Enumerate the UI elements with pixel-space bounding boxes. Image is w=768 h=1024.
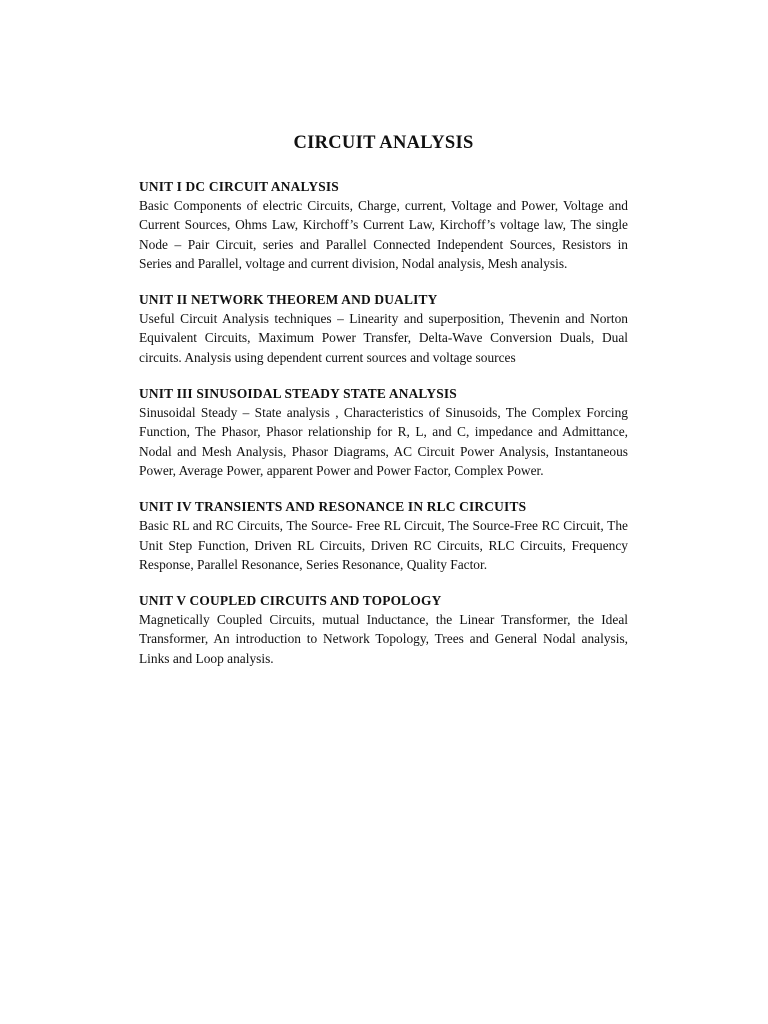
unit-heading: UNIT III SINUSOIDAL STEADY STATE ANALYSIS bbox=[139, 386, 457, 402]
unit-body: Useful Circuit Analysis techniques – Linearity and superposition, Thevenin and Norton Equivalent Circuits, Maximum Power Transfer, Delta-Wave Conversion Duals, Dual circuits. Analysis using dependent current sources and voltage sources bbox=[139, 311, 628, 365]
unit-body: Basic Components of electric Circuits, Charge, current, Voltage and Power, Voltage and Current Sources, Ohms Law, Kirchoff’s Current Law, Kirchoff’s voltage law, The single Node – Pair Circuit, series and Parallel Connected Independent Sources, Resistors in Series and Parallel, voltage and current division, Nodal analysis, Mesh analysis. bbox=[139, 198, 628, 271]
unit-section-1 bbox=[139, 177, 628, 273]
unit-section-4 bbox=[139, 497, 628, 574]
unit-heading: UNIT V COUPLED CIRCUITS AND TOPOLOGY bbox=[139, 593, 442, 609]
document-page bbox=[139, 131, 628, 685]
unit-body: Magnetically Coupled Circuits, mutual Inductance, the Linear Transformer, the Ideal Transformer, An introduction to Network Topology, Trees and General Nodal analysis, Links and Loop analysis. bbox=[139, 612, 628, 666]
page-title: CIRCUIT ANALYSIS bbox=[293, 133, 474, 153]
unit-section-3 bbox=[139, 384, 628, 480]
unit-heading: UNIT II NETWORK THEOREM AND DUALITY bbox=[139, 292, 438, 308]
unit-heading: UNIT I DC CIRCUIT ANALYSIS bbox=[139, 179, 339, 194]
unit-heading: UNIT IV TRANSIENTS AND RESONANCE IN RLC CIRCUITS bbox=[139, 499, 527, 515]
unit-section-5 bbox=[139, 591, 628, 668]
unit-body: Sinusoidal Steady – State analysis , Characteristics of Sinusoids, The Complex Forcing Function, The Phasor, Phasor relationship for R, L, and C, impedance and Admittance, Nodal and Mesh Analysis, Phasor Diagrams, AC Circuit Power Analysis, Instantaneous Power, Average Power, apparent Power and Power Factor, Complex Power. bbox=[139, 405, 628, 478]
unit-section-2 bbox=[139, 290, 628, 367]
unit-body: Basic RL and RC Circuits, The Source- Free RL Circuit, The Source-Free RC Circuit, The Unit Step Function, Driven RL Circuits, Driven RC Circuits, RLC Circuits, Frequency Response, Parallel Resonance, Series Resonance, Quality Factor. bbox=[139, 518, 628, 572]
